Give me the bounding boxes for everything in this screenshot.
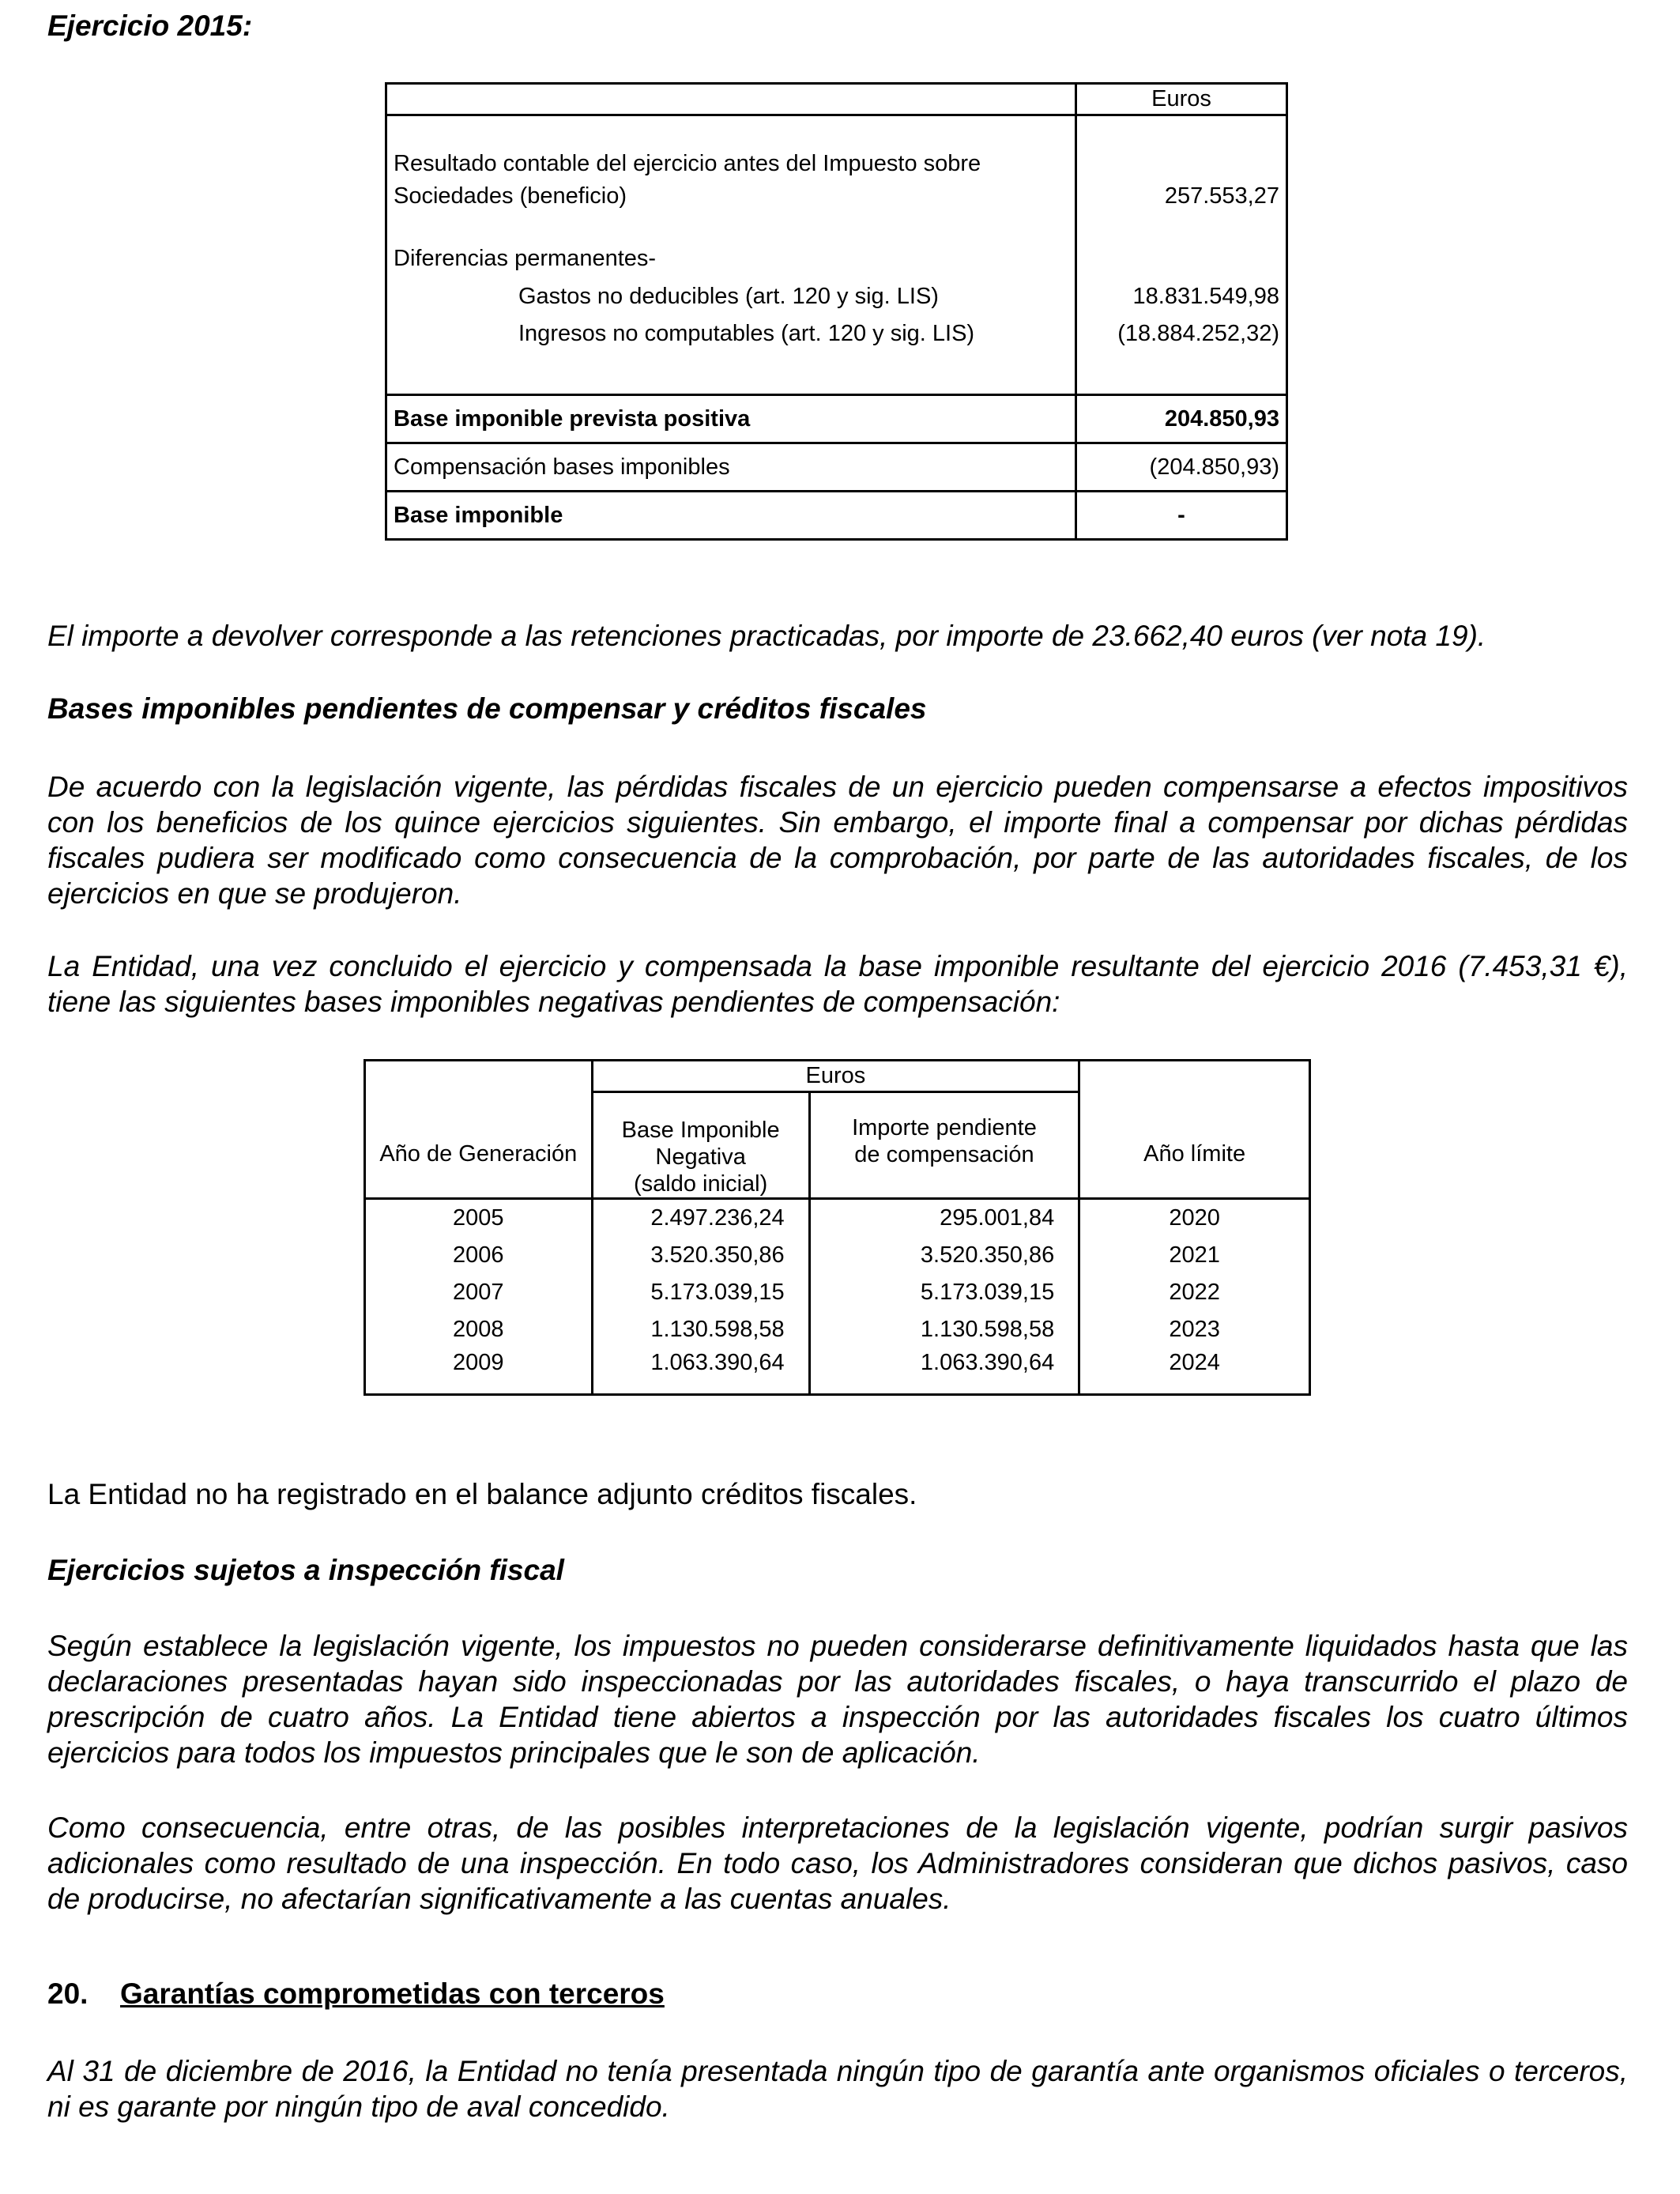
t2-year: 2005: [365, 1199, 593, 1238]
t2-col-base: [592, 1092, 809, 1199]
t1-resultado-line2: Sociedades (beneficio): [394, 183, 627, 209]
t2-col-base-line1: Base Imponible: [621, 1118, 780, 1143]
heading-ejercicio-2015: Ejercicio 2015:: [47, 9, 253, 42]
t1-gastos-value: 18.831.549,98: [1132, 284, 1279, 309]
t2-year: 2006: [365, 1237, 593, 1274]
t1-gastos-label: Gastos no deducibles (art. 120 y sig. LIS): [518, 284, 939, 309]
t2-base: 1.130.598,58: [592, 1311, 809, 1348]
t2-pend: 3.520.350,86: [809, 1237, 1079, 1274]
t2-col-pend-line2: de compensación: [854, 1142, 1034, 1167]
t2-col-pend-line1: Importe pendiente: [852, 1115, 1037, 1140]
t2-base: 5.173.039,15: [592, 1274, 809, 1311]
t1-body-values: [1076, 115, 1287, 395]
t2-pend: 1.063.390,64: [809, 1348, 1079, 1394]
t1-ingresos-label: Ingresos no computables (art. 120 y sig. LIS): [518, 321, 975, 346]
t1-resultado-line1: Resultado contable del ejercicio antes del Impuesto sobre: [394, 151, 981, 176]
table-row: [365, 1274, 1310, 1311]
t2-col-year: Año de Generación: [365, 1061, 593, 1199]
t1-base-value: -: [1076, 492, 1287, 540]
t2-limit: 2020: [1079, 1199, 1310, 1238]
bases-pendientes-table: [363, 1059, 1311, 1396]
t2-year: 2008: [365, 1311, 593, 1348]
t1-base-prevista-label: Base imponible prevista positiva: [386, 395, 1076, 443]
t1-header-euros: Euros: [1076, 84, 1287, 115]
section-20-title: Garantías comprometidas con terceros: [120, 1977, 665, 2010]
t2-base: 3.520.350,86: [592, 1237, 809, 1274]
para-la-entidad: La Entidad, una vez concluido el ejercicio y compensada la base imponible resultante del ejercicio 2016 (7.453,31 €), tiene las siguientes bases imponibles negativas pendientes de compensación:: [47, 950, 1628, 1018]
t2-pend: 295.001,84: [809, 1199, 1079, 1238]
t1-compensacion-label: Compensación bases imponibles: [386, 443, 1076, 492]
t2-col-base-line3: (saldo inicial): [634, 1171, 768, 1197]
table-row: [365, 1237, 1310, 1274]
t2-limit: 2022: [1079, 1274, 1310, 1311]
heading-bases-imponibles: Bases imponibles pendientes de compensar y créditos fiscales: [47, 692, 927, 725]
t2-year: 2007: [365, 1274, 593, 1311]
t1-compensacion-value: (204.850,93): [1076, 443, 1287, 492]
t2-base: 1.063.390,64: [592, 1348, 809, 1394]
t1-ingresos-value: (18.884.252,32): [1117, 321, 1279, 346]
t1-body-labels: [386, 115, 1076, 395]
heading-inspeccion-fiscal: Ejercicios sujetos a inspección fiscal: [47, 1554, 564, 1586]
para-creditos-fiscales: La Entidad no ha registrado en el balance adjunto créditos fiscales.: [47, 1478, 917, 1510]
para-de-acuerdo: De acuerdo con la legislación vigente, las pérdidas fiscales de un ejercicio pueden compensarse a efectos impositivos con los beneficios de los quince ejercicios siguientes. Sin embargo, el importe final a compensar por dichas pérdidas fiscales pudiera ser modificado como consecuencia de la comprobación, por parte de las autoridades fiscales, de los ejercicios en que se produjeron.: [47, 771, 1628, 910]
table-row: [365, 1311, 1310, 1348]
t2-pend: 5.173.039,15: [809, 1274, 1079, 1311]
para-segun-establece: Según establece la legislación vigente, los impuestos no pueden considerarse definitivamente liquidados hasta que las declaraciones presentadas hayan sido inspeccionadas por las autoridades fiscales, o haya transcurrido el plazo de prescripción de cuatro años. La Entidad tiene abiertos a inspección por las autoridades fiscales los cuatro últimos ejercicios para todos los impuestos principales que le son de aplicación.: [47, 1630, 1628, 1769]
t2-limit: 2023: [1079, 1311, 1310, 1348]
section-20-number: 20.: [47, 1977, 89, 2010]
para-como-consecuencia: Como consecuencia, entre otras, de las posibles interpretaciones de la legislación vigente, podrían surgir pasivos adicionales como resultado de una inspección. En todo caso, los Administradores consideran que dichos pasivos, caso de producirse, no afectarían significativamente a las cuentas anuales.: [47, 1811, 1628, 1915]
t2-base: 2.497.236,24: [592, 1199, 809, 1238]
t1-header-blank: [386, 84, 1076, 115]
para-garantias: Al 31 de diciembre de 2016, la Entidad no tenía presentada ningún tipo de garantía ante organismos oficiales o terceros, ni es garante por ningún tipo de aval concedido.: [47, 2055, 1628, 2123]
t2-year: 2009: [365, 1348, 593, 1394]
t2-header-euros: Euros: [592, 1061, 1079, 1092]
para-importe-devolver: El importe a devolver corresponde a las retenciones practicadas, por importe de 23.662,40 euros (ver nota 19).: [47, 620, 1486, 652]
tax-base-table-2015: [385, 82, 1288, 541]
table-row: [365, 1348, 1310, 1394]
t1-resultado-value: 257.553,27: [1164, 183, 1279, 209]
t2-col-limit: Año límite: [1079, 1061, 1310, 1199]
t2-col-pend: [809, 1092, 1079, 1199]
t1-base-label: Base imponible: [386, 492, 1076, 540]
t2-limit: 2024: [1079, 1348, 1310, 1394]
t1-base-prevista-value: 204.850,93: [1076, 395, 1287, 443]
t2-col-base-line2: Negativa: [655, 1144, 746, 1170]
t2-limit: 2021: [1079, 1237, 1310, 1274]
t1-dif-perm: Diferencias permanentes-: [394, 246, 657, 271]
t2-pend: 1.130.598,58: [809, 1311, 1079, 1348]
table-row: [365, 1199, 1310, 1238]
